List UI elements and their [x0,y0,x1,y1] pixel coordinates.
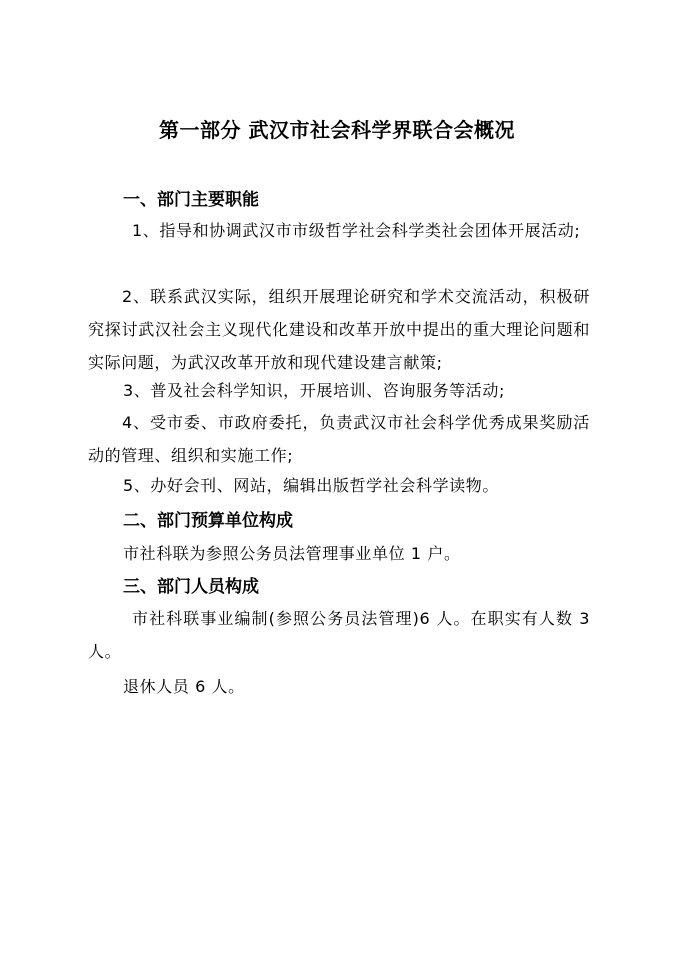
function-item-3: 3、普及社会科学知识，开展培训、咨询服务等活动; [123,381,505,400]
budget-unit-text: 市社科联为参照公务员法管理事业单位 1 户。 [123,544,461,563]
function-item-5: 5、办好会刊、网站，编辑出版哲学社会科学读物。 [123,476,499,495]
function-item-1: 1、指导和协调武汉市市级哲学社会科学类社会团体开展活动; [132,221,581,240]
staff-establishment-text: 市社科联事业编制(参照公务员法管理)6 人。在职实有人数 3 人。 [88,609,590,661]
section-heading-staff: 三、部门人员构成 [123,577,259,597]
section-heading-functions: 一、部门主要职能 [123,190,259,210]
page-title: 第一部分 武汉市社会科学界联合会概况 [159,118,515,142]
retired-staff-text: 退休人员 6 人。 [123,677,245,696]
function-item-2: 2、联系武汉实际，组织开展理论研究和学术交流活动，积极研究探讨武汉社会主义现代化建设和改革开放中提出的重大理论问题和实际问题，为武汉改革开放和现代建设建言献策; [88,287,590,372]
function-item-4: 4、受市委、市政府委托，负责武汉市社会科学优秀成果奖励活动的管理、组织和实施工作; [88,413,590,465]
section-heading-budget-units: 二、部门预算单位构成 [123,511,293,531]
